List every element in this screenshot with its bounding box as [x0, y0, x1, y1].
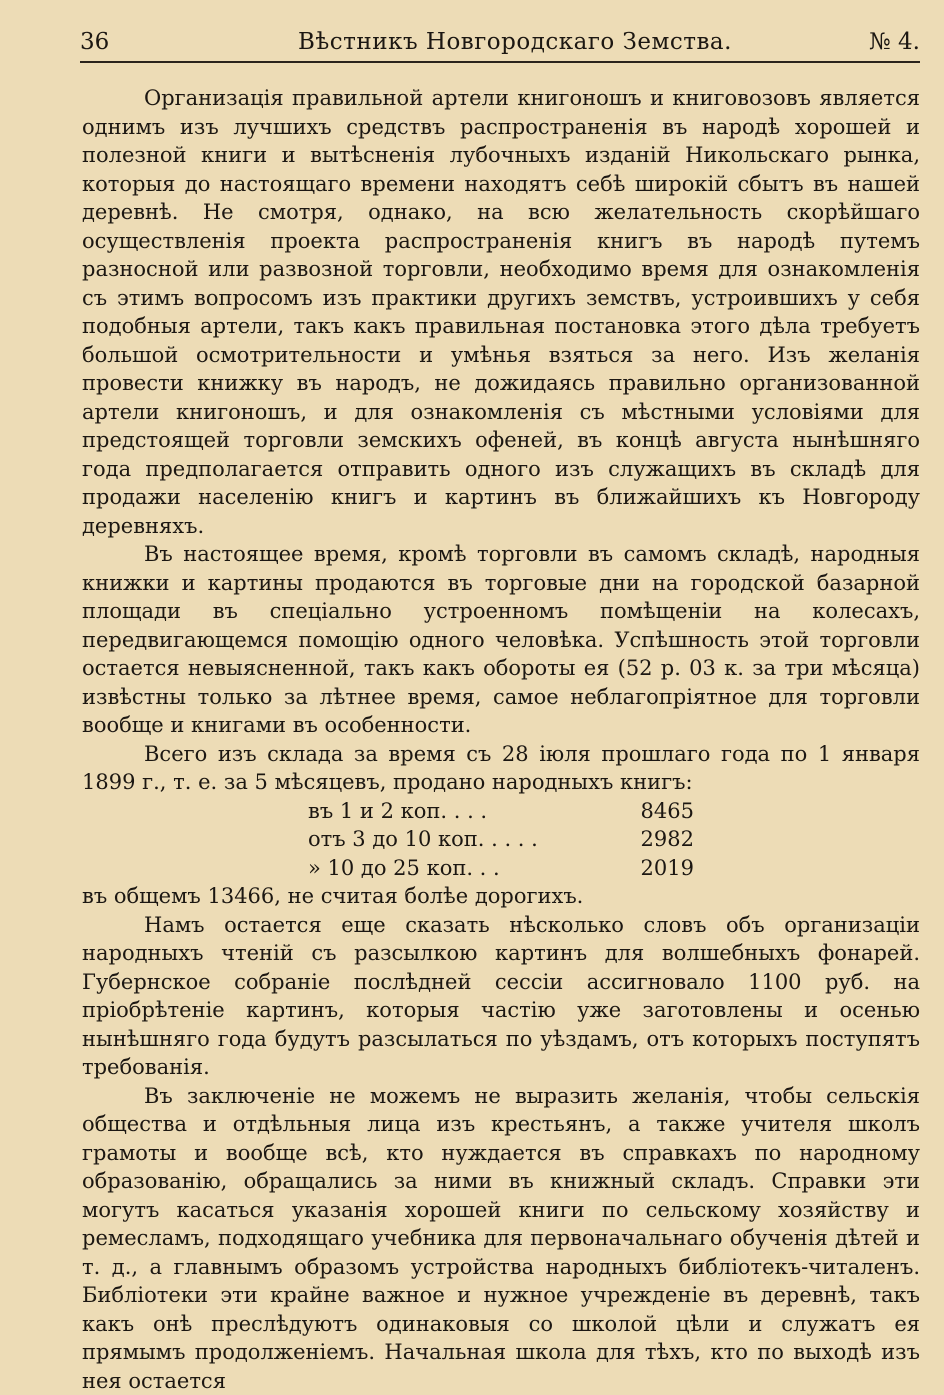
running-header	[80, 26, 920, 58]
table-summary: въ общемъ 13466, не считая болѣе дорогихъ.	[82, 882, 920, 911]
table-cell-value: 2019	[628, 854, 694, 883]
table-cell-label: въ 1 и 2 коп. . . .	[308, 797, 628, 826]
sales-table	[308, 797, 694, 883]
paragraph: Въ настоящее время, кромѣ торговли въ самомъ складѣ, народныя книжки и картины продаются въ торговые дни на городской базарной площади въ спеціально устроенномъ помѣщеніи на колесахъ, передвигающемся помощію одного человѣка. Успѣшность этой торговли остается невыясненной, такъ какъ обороты ея (52 р. 03 к. за три мѣсяца) извѣстны только за лѣтнее время, самое неблагопріятное для торговли вообще и книгами въ особенности.	[82, 540, 920, 740]
table-row	[308, 854, 694, 883]
page-number: 36	[80, 26, 109, 58]
paragraph: Организація правильной артели книгоношъ и книговозовъ является однимъ изъ лучшихъ средствъ распространенія въ народѣ хорошей и полезной книги и вытѣсненія лубочныхъ изданій Никольскаго рынка, которыя до настоящаго времени находятъ себѣ широкій сбытъ въ нашей деревнѣ. Не смотря, однако, на всю желательность скорѣйшаго осуществленія проекта распространенія книгъ въ народѣ путемъ разносной или развозной торговли, необходимо время для ознакомленія съ этимъ вопросомъ изъ практики другихъ земствъ, устроившихъ у себя подобныя артели, такъ какъ правильная постановка этого дѣла требуетъ большой осмотрительности и умѣнья взяться за него. Изъ желанія провести книжку въ народъ, не дожидаясь правильно организованной артели книгоношъ, и для ознакомленія съ мѣстными условіями для предстоящей торговли земскихъ офеней, въ концѣ августа нынѣшняго года предполагается отправить одного изъ служащихъ въ складѣ для продажи населенію книгъ и картинъ въ ближайшихъ къ Новгороду деревняхъ.	[82, 84, 920, 540]
table-cell-label: » 10 до 25 коп. . .	[308, 854, 628, 883]
table-cell-value: 2982	[628, 825, 694, 854]
header-rule	[80, 61, 920, 63]
table-row	[308, 825, 694, 854]
table-cell-value: 8465	[628, 797, 694, 826]
paragraph: Намъ остается еще сказать нѣсколько словъ объ организаціи народныхъ чтеній съ разсылкою картинъ для волшебныхъ фонарей. Губернское собраніе послѣдней сессіи ассигновало 1100 руб. на пріобрѣтеніе картинъ, которыя частію уже заготовлены и осенью нынѣшняго года будутъ разсылаться по уѣздамъ, отъ которыхъ поступятъ требованія.	[82, 911, 920, 1082]
table-row	[308, 797, 694, 826]
paragraph: Въ заключеніе не можемъ не выразить желанія, чтобы сельскія общества и отдѣльныя лица изъ крестьянъ, а также учителя школъ грамоты и вообще всѣ, кто нуждается въ справкахъ по народному образованію, обращались за ними въ книжный складъ. Справки эти могутъ касаться указанія хорошей книги по сельскому хозяйству и ремесламъ, подходящаго учебника для первоначальнаго обученія дѣтей и т. д., а главнымъ образомъ устройства народныхъ библіотекъ-читаленъ. Библіотеки эти крайне важное и нужное учрежденіе въ деревнѣ, такъ какъ онѣ преслѣдуютъ одинаковыя со школой цѣли и служатъ ея прямымъ продолженіемъ. Начальная школа для тѣхъ, кто по выходѣ изъ нея остается	[82, 1082, 920, 1395]
article-body	[82, 84, 920, 1395]
table-cell-label: отъ 3 до 10 коп. . . . .	[308, 825, 628, 854]
paragraph: Всего изъ склада за время съ 28 іюля прошлаго года по 1 января 1899 г., т. е. за 5 мѣсяцевъ, продано народныхъ книгъ:	[82, 740, 920, 797]
journal-title: Вѣстникъ Новгородскаго Земства.	[80, 26, 920, 58]
issue-number: № 4.	[869, 26, 920, 58]
